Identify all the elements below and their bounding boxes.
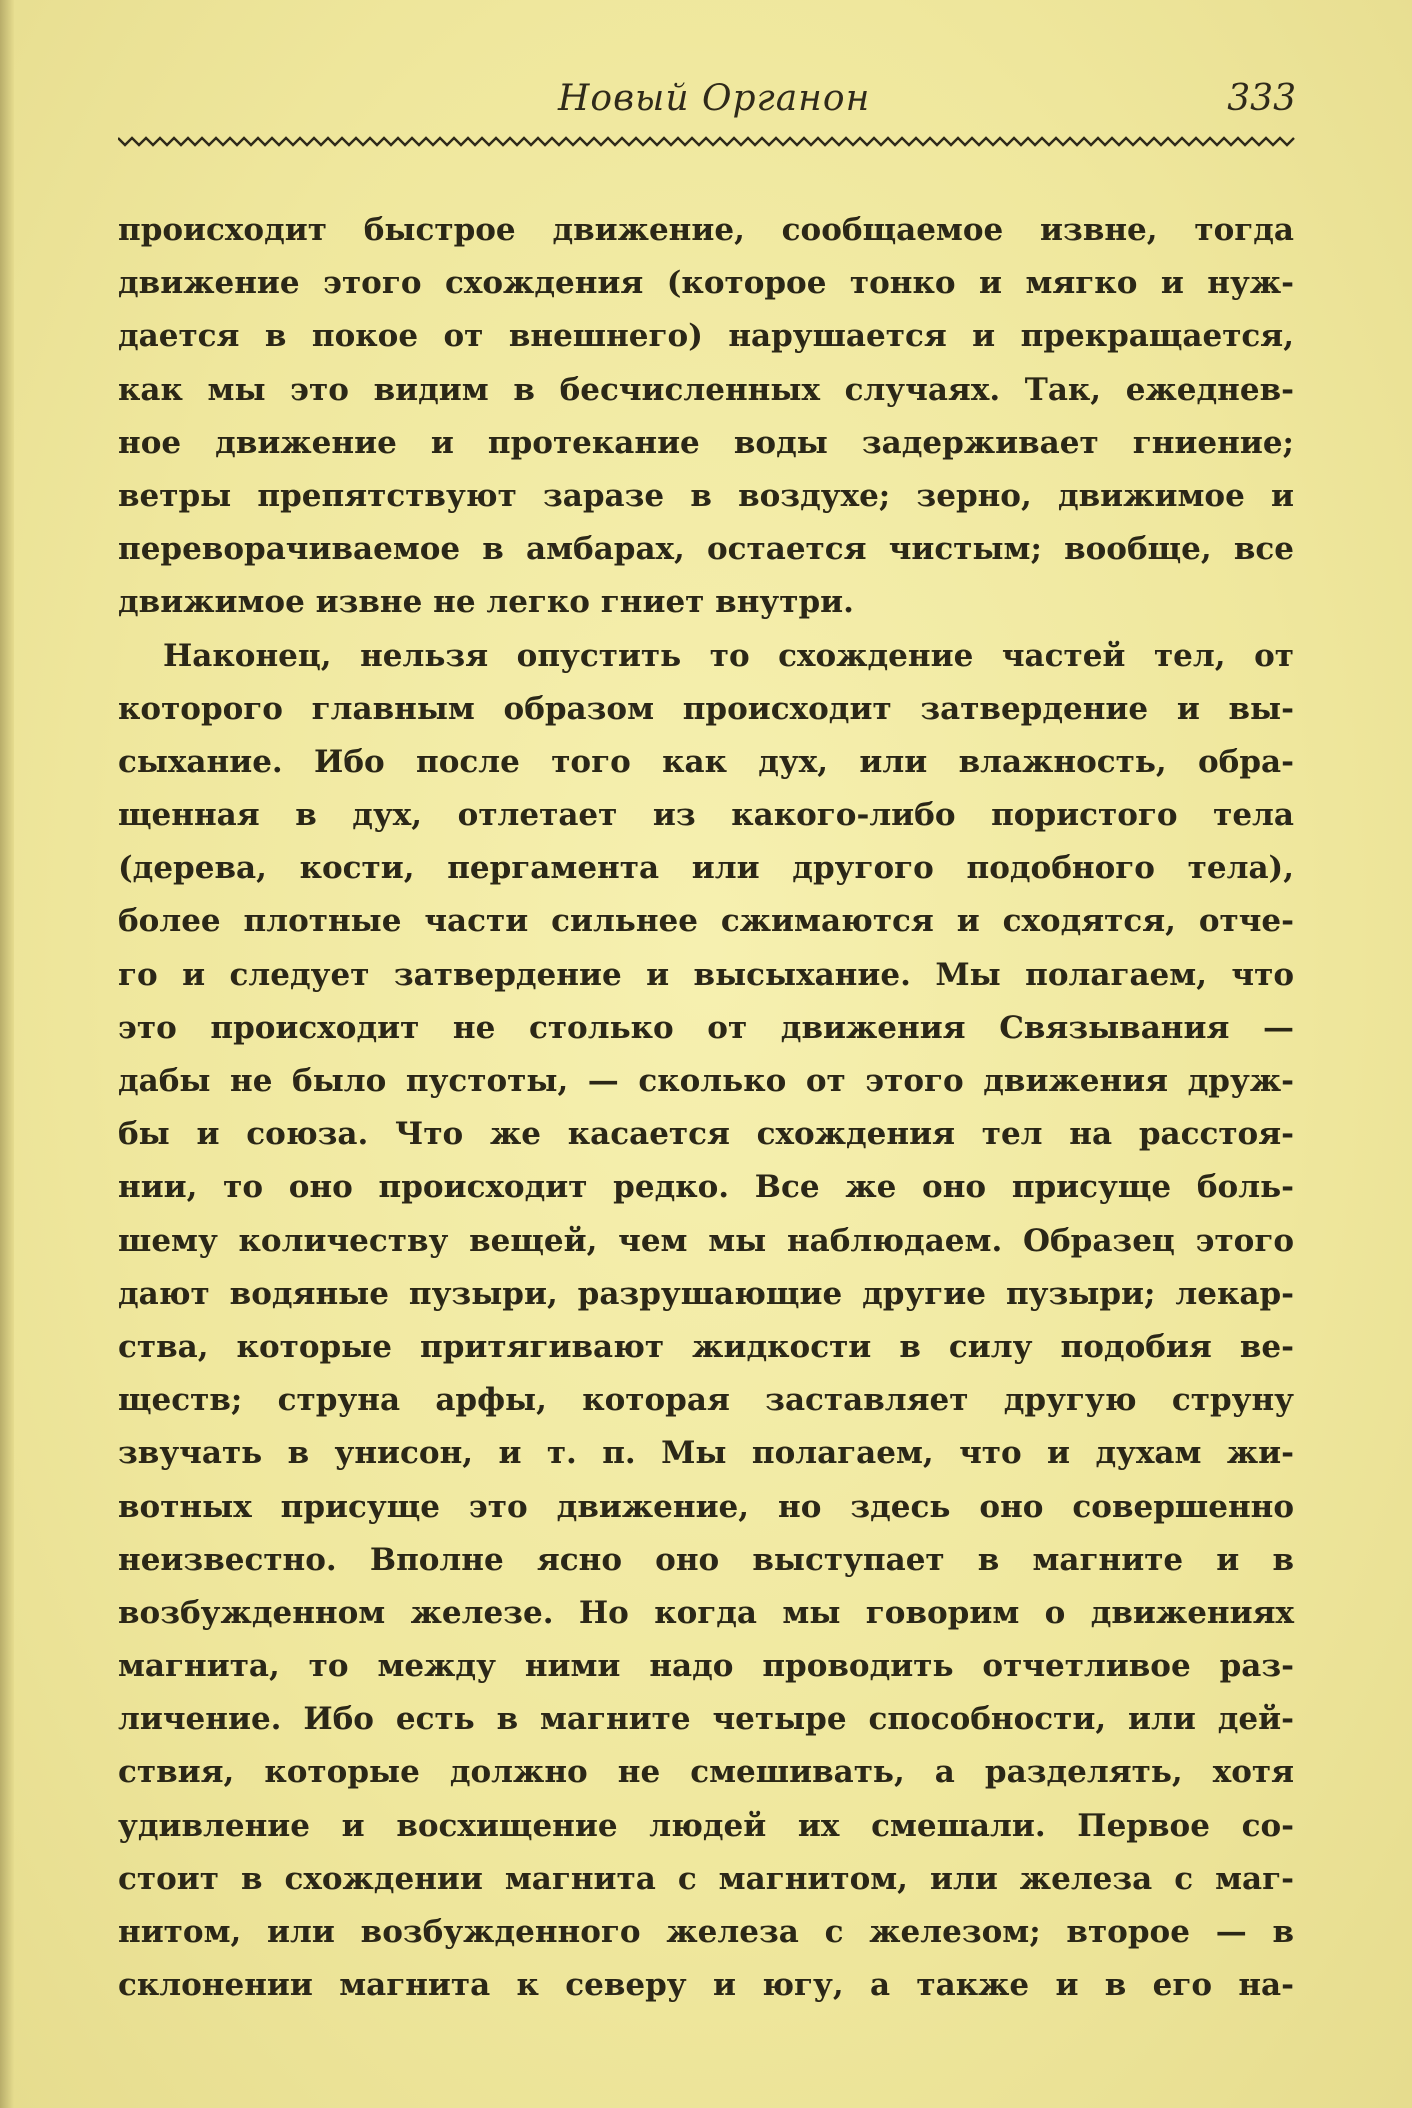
text-line: вотных присуще это движение, но здесь оно совершенно bbox=[118, 1488, 1294, 1525]
page-edge bbox=[0, 0, 14, 2108]
text-line: это происходит не столько от движения Связывания — bbox=[118, 1009, 1294, 1046]
text-line: происходит быстрое движение, сообщаемое извне, тогда bbox=[118, 212, 1294, 248]
text-line: шему количеству вещей, чем мы наблюдаем. Образец этого bbox=[118, 1222, 1294, 1259]
text-line: стоит в схождении магнита с магнитом, или железа с маг- bbox=[118, 1860, 1294, 1897]
text-line: щенная в дух, отлетает из какого-либо пористого тела bbox=[118, 797, 1294, 834]
text-line: ществ; струна арфы, которая заставляет другую струну bbox=[118, 1382, 1294, 1419]
text-line: движение этого схождения (которое тонко и мягко и нуж- bbox=[118, 265, 1294, 302]
text-line: дается в покое от внешнего) нарушается и прекращается, bbox=[118, 318, 1294, 355]
text-line: Наконец, нельзя опустить то схождение частей тел, от bbox=[163, 637, 1294, 674]
text-line: неизвестно. Вполне ясно оно выступает в магните и в bbox=[118, 1541, 1294, 1578]
running-header bbox=[118, 78, 1296, 138]
text-line: более плотные части сильнее сжимаются и сходятся, отче- bbox=[118, 903, 1294, 940]
text-line: сыхание. Ибо после того как дух, или влажность, обра- bbox=[118, 743, 1294, 780]
text-line: ное движение и протекание воды задерживает гниение; bbox=[118, 424, 1294, 461]
header-ornament-rule bbox=[118, 134, 1296, 148]
text-line: ства, которые притягивают жидкости в силу подобия ве- bbox=[118, 1328, 1294, 1365]
text-line: дабы не было пустоты, — сколько от этого движения друж- bbox=[118, 1063, 1294, 1099]
page-number: 333 bbox=[1227, 78, 1296, 119]
text-line: движимое извне не легко гниет внутри. bbox=[118, 584, 854, 621]
text-body bbox=[118, 204, 1294, 2012]
text-line: как мы это видим в бесчисленных случаях. Так, ежеднев- bbox=[118, 371, 1294, 408]
text-line: склонении магнита к северу и югу, а также и в его на- bbox=[118, 1967, 1294, 2004]
text-line: звучать в унисон, и т. п. Мы полагаем, что и духам жи- bbox=[118, 1435, 1294, 1472]
text-line: го и следует затвердение и высыхание. Мы полагаем, что bbox=[118, 956, 1294, 993]
text-line: нии, то оно происходит редко. Все же оно присуще боль- bbox=[118, 1169, 1294, 1206]
text-line: ствия, которые должно не смешивать, а разделять, хотя bbox=[118, 1754, 1294, 1791]
text-line: личение. Ибо есть в магните четыре способности, или дей- bbox=[118, 1701, 1294, 1738]
text-line: нитом, или возбужденного железа с железом; второе — в bbox=[118, 1914, 1294, 1950]
text-line: бы и союза. Что же касается схождения тел на расстоя- bbox=[118, 1116, 1294, 1153]
text-line: переворачиваемое в амбарах, остается чистым; вообще, все bbox=[118, 531, 1294, 568]
text-line: которого главным образом происходит затвердение и вы- bbox=[118, 690, 1294, 727]
text-line: дают водяные пузыри, разрушающие другие пузыри; лекар- bbox=[118, 1275, 1294, 1312]
text-line: удивление и восхищение людей их смешали. Первое со- bbox=[118, 1807, 1294, 1844]
running-title: Новый Органон bbox=[558, 78, 871, 119]
text-line: (дерева, кости, пергамента или другого подобного тела), bbox=[118, 850, 1294, 887]
text-line: ветры препятствуют заразе в воздухе; зерно, движимое и bbox=[118, 477, 1294, 514]
text-line: магнита, то между ними надо проводить отчетливое раз- bbox=[118, 1648, 1294, 1685]
text-line: возбужденном железе. Но когда мы говорим о движениях bbox=[118, 1594, 1294, 1631]
